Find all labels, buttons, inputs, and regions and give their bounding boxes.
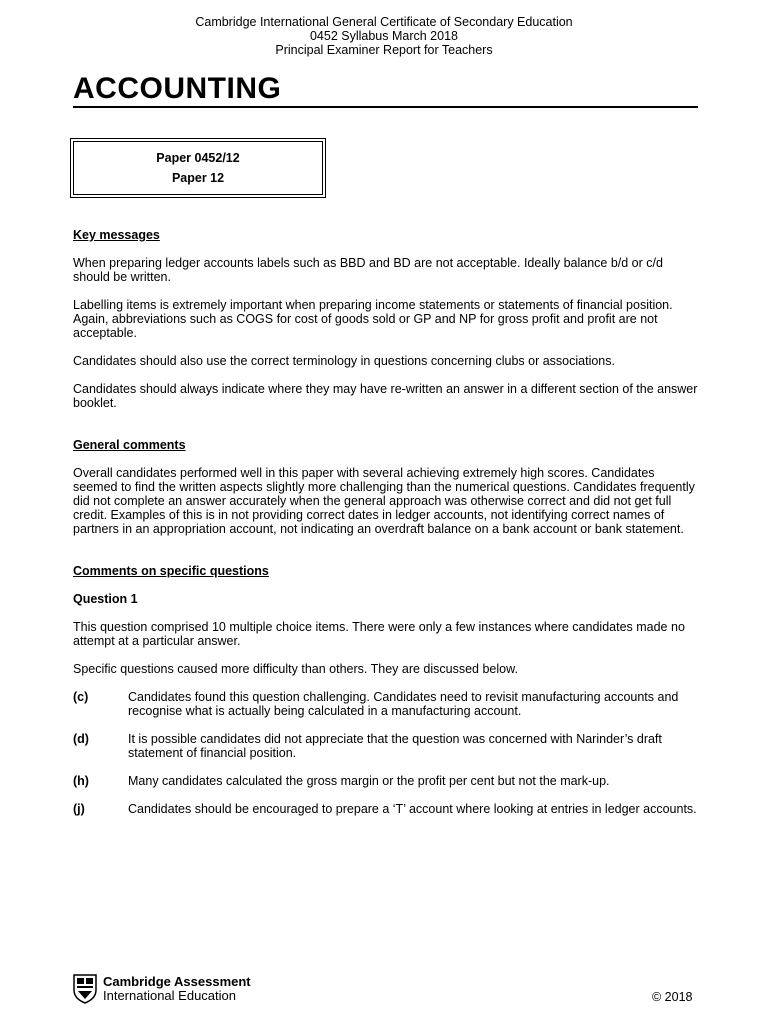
question-item (73, 774, 698, 788)
header-line-2: 0452 Syllabus March 2018 (309, 29, 458, 43)
key-message-paragraph: When preparing ledger accounts labels such as BBD and BD are not acceptable. Ideally balance b/d or c/d should be written. (73, 256, 663, 284)
key-message-paragraph: Candidates should also use the correct terminology in questions concerning clubs or associations. (73, 354, 615, 368)
cambridge-logo (73, 974, 251, 1004)
item-label: (d) (73, 732, 89, 746)
copyright: © 2018 (652, 990, 693, 1004)
page-title: ACCOUNTING (73, 72, 282, 105)
question-item (73, 690, 698, 718)
paper-name: Paper 12 (171, 171, 225, 185)
key-message-paragraph: Candidates should always indicate where they may have re-written an answer in a different section of the answer booklet. (73, 382, 698, 410)
question-item (73, 732, 698, 760)
crest-icon (73, 974, 97, 1004)
question-paragraph: This question comprised 10 multiple choice items. There were only a few instances where candidates made no attempt at a particular answer. (73, 620, 685, 648)
title-rule (73, 106, 698, 108)
header-line-3: Principal Examiner Report for Teachers (275, 43, 493, 57)
general-comments-paragraph: Overall candidates performed well in this paper with several achieving extremely high scores. Candidates seemed to find the written aspects slightly more challenging than the numerical questions. Candidates frequently did not complete an answer accurately when the general approach was otherwise correct and did not get full credit. Examples of this is in not providing correct dates in ledger accounts, not identifying correct names of partners in an appropriation account, not indicating an overdraft balance on a bank account or bank statement. (73, 466, 695, 536)
key-messages-heading: Key messages (73, 228, 160, 242)
question-paragraph: Specific questions caused more difficulty than others. They are discussed below. (73, 662, 518, 676)
item-label: (c) (73, 690, 89, 704)
general-comments-heading: General comments (73, 438, 186, 452)
paper-code: Paper 0452/12 (156, 151, 240, 165)
logo-line-1: Cambridge Assessment (103, 974, 251, 989)
report-body (73, 228, 698, 830)
item-label: (h) (73, 774, 89, 788)
report-header (0, 15, 768, 57)
question-heading: Question 1 (73, 592, 138, 606)
item-text: Candidates found this question challenging. Candidates need to revisit manufacturing accounts and recognise what is actually being calculated in a manufacturing account. (128, 690, 679, 718)
logo-line-2: International Education (103, 988, 236, 1003)
item-text: Candidates should be encouraged to prepare a ‘T’ account where looking at entries in ledger accounts. (128, 802, 697, 816)
item-text: Many candidates calculated the gross margin or the profit per cent but not the mark-up. (128, 774, 610, 788)
header-line-1: Cambridge International General Certificate of Secondary Education (195, 15, 573, 29)
item-label: (j) (73, 802, 85, 816)
specific-comments-heading: Comments on specific questions (73, 564, 269, 578)
paper-box (70, 138, 326, 198)
question-item (73, 802, 698, 816)
item-text: It is possible candidates did not appreciate that the question was concerned with Narinder’s draft statement of financial position. (128, 732, 662, 760)
key-message-paragraph: Labelling items is extremely important when preparing income statements or statements of financial position. Again, abbreviations such as COGS for cost of goods sold or GP and NP for gross profit and profit are not acceptable. (73, 298, 673, 340)
